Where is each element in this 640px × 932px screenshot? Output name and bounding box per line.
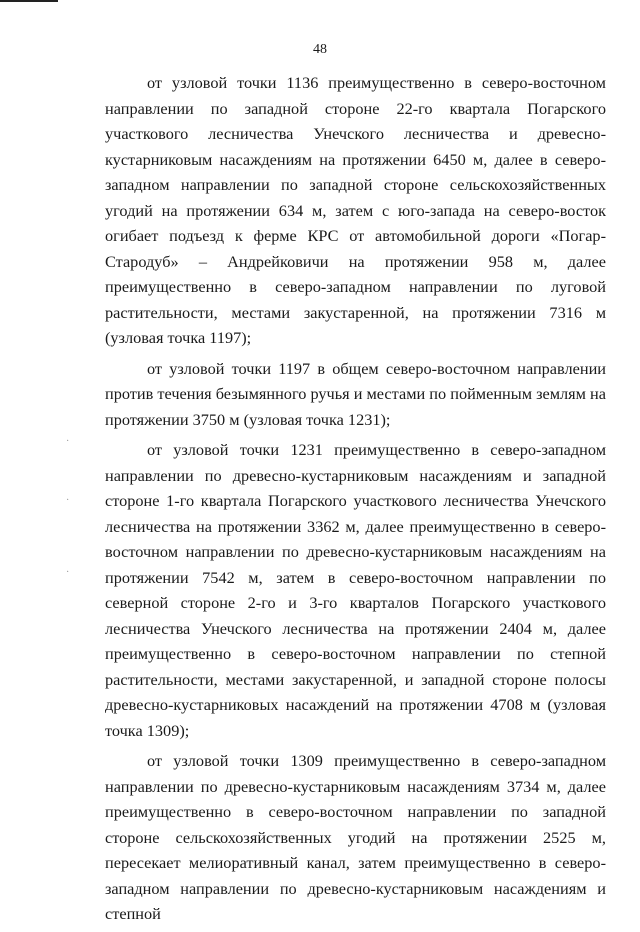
top-rule — [0, 0, 58, 2]
page-number: 48 — [313, 42, 327, 57]
paragraph: от узловой точки 1231 преимущественно в северо-западном направлении по древесно-кустарниковым насаждениям и западной стороне 1-го квартала Погарского участкового лесничества Унечского лесничества на протяжении 3362 м, далее преимущественно в северо-восточном направлении по древесно-кустарниковым насаждениям на протяжении 7542 м, затем в северо-восточном направлении по северной стороне 2-го и 3-го кварталов Погарского участкового лесничества Унечского лесничества на протяжении 2404 м, далее преимущественно в северо-восточном направлении по степной растительности, местами закустаренной, и западной стороне полосы древесно-кустарниковых насаждений на протяжении 4708 м (узловая точка 1309); — [105, 440, 606, 740]
margin-mark: · — [66, 567, 70, 578]
paragraph: от узловой точки 1197 в общем северо-восточном направлении против течения безымянного ручья и местами по пойменным землям на протяжении 3750 м (узловая точка 1231); — [105, 358, 606, 429]
paragraph: от узловой точки 1309 преимущественно в северо-западном направлении по древесно-кустарниковым насаждениям 3734 м, далее преимущественно в северо-восточном направлении по западной стороне сельскохозяйственных угодий на протяжении 2525 м, пересекает мелиоративный канал, затем преимущественно в северо-западном направлении по древесно-кустарниковым насаждениям и степной — [105, 751, 606, 923]
document-body — [105, 70, 606, 932]
paragraph: от узловой точки 1136 преимущественно в северо-восточном направлении по западной стороне 22-го квартала Погарского участкового лесничества Унечского лесничества и древесно-кустарниковым насаждениям на протяжении 6450 м, далее в северо-западном направлении по западной стороне сельскохозяйственных угодий на протяжении 634 м, затем с юго-запада на северо-восток огибает подъезд к ферме КРС от автомобильной дороги «Погар-Стародуб» – Андрейковичи на протяжении 958 м, далее преимущественно в северо-западном направлении по луговой растительности, местами закустаренной, на протяжении 7316 м (узловая точка 1197); — [105, 73, 606, 347]
margin-mark: · — [66, 436, 70, 447]
margin-mark: · — [66, 495, 70, 506]
